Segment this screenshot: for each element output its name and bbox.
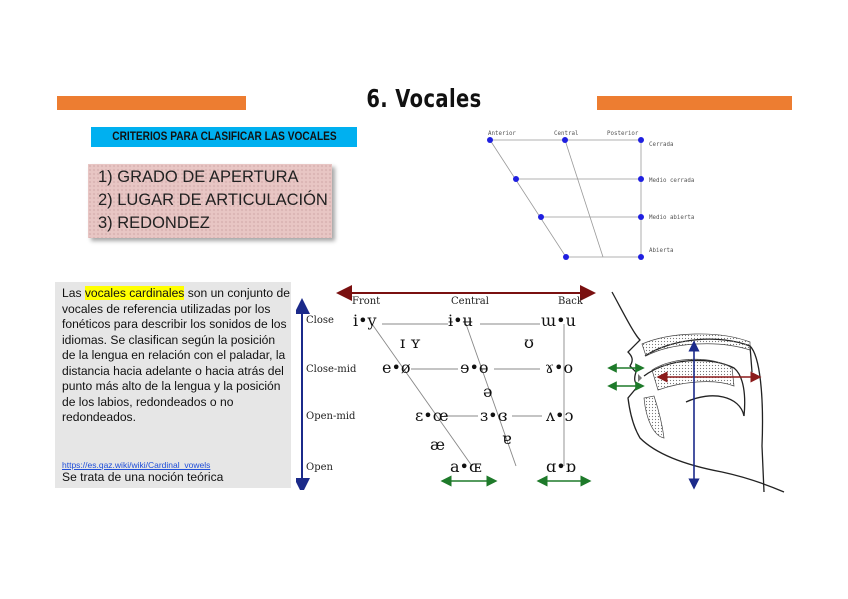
vowel-close-mid-front: e•ø [382, 358, 411, 377]
criteria-label [91, 127, 357, 147]
ipa-row-open: Open [306, 462, 333, 473]
vocal-tract-illustration [600, 286, 790, 494]
vowel-open-mid-back: ʌ•ɔ [546, 406, 574, 425]
vowel-mid-central: ə [483, 382, 493, 401]
ipa-col-back: Back [558, 296, 583, 307]
trap-col-posterior: Posterior [607, 131, 639, 137]
criteria-label-text: CRITERIOS PARA CLASIFICAR LAS VOCALES [111, 131, 337, 143]
desc-pre: Las [62, 286, 85, 300]
criteria-item-1: 1) GRADO DE APERTURA [98, 168, 299, 186]
vowel-close-front: i•y [353, 311, 377, 330]
vowel-close-back: ɯ•u [541, 311, 576, 330]
vowel-near-open-central: ɐ [502, 429, 512, 448]
vowel-open-mid-front: ɛ•œ [415, 406, 449, 425]
trap-row-cerrada: Cerrada [649, 142, 674, 148]
trap-row-medio-cerrada: Medio cerrada [649, 178, 695, 184]
slide-title: 6. Vocales [366, 84, 482, 113]
vowel-close-mid-back: ɤ•o [545, 358, 574, 377]
vowel-near-close-front: ɪ ʏ [400, 333, 421, 352]
vowel-open-back: ɑ•ɒ [546, 457, 576, 476]
cardinal-vowels-description [62, 286, 290, 426]
vowel-near-open-front: æ [430, 435, 446, 454]
ipa-col-central: Central [451, 296, 489, 307]
source-link[interactable]: https://es.qaz.wiki/wiki/Cardinal_vowels [62, 460, 211, 470]
ipa-row-open-mid: Open-mid [306, 411, 356, 422]
vowel-close-mid-central: ɘ•ɵ [460, 358, 489, 377]
vowel-close-central: ɨ•ʉ [448, 311, 473, 330]
criteria-item-2: 2) LUGAR DE ARTICULACIÓN [98, 191, 328, 209]
highlighted-term: vocales cardinales [84, 286, 185, 300]
trap-row-abierta: Abierta [649, 248, 674, 254]
criteria-item-3: 3) REDONDEZ [98, 214, 210, 232]
ipa-row-close: Close [306, 315, 334, 326]
trap-col-anterior: Anterior [488, 131, 516, 137]
ipa-col-front: Front [352, 296, 381, 307]
ipa-row-close-mid: Close-mid [306, 364, 357, 375]
trap-col-central: Central [554, 131, 579, 137]
vowel-near-close-back: ʊ [524, 333, 534, 352]
vowel-open-mid-central: ɜ•ɞ [480, 406, 508, 425]
desc-post: son un conjunto de vocales de referencia utilizadas por los fonéticos para describir los sonidos de los idiomas. Se clasifican según la posición de la lengua en relación con el paladar, la distancia hacia adelante o hacia atrás del punto más alto de la lengua y la posición de los labios, redondeados o no redondeados. [62, 286, 290, 424]
vowel-open-front: a•ɶ [450, 457, 482, 476]
ipa-vowel-chart [296, 284, 596, 490]
vowel-trapezoid-diagram [484, 127, 714, 263]
trap-row-medio-abierta: Medio abierta [649, 215, 695, 221]
criteria-list [88, 164, 332, 238]
cardinal-vowels-box [55, 282, 291, 488]
theoretical-note: Se trata de una noción teórica [62, 470, 224, 484]
